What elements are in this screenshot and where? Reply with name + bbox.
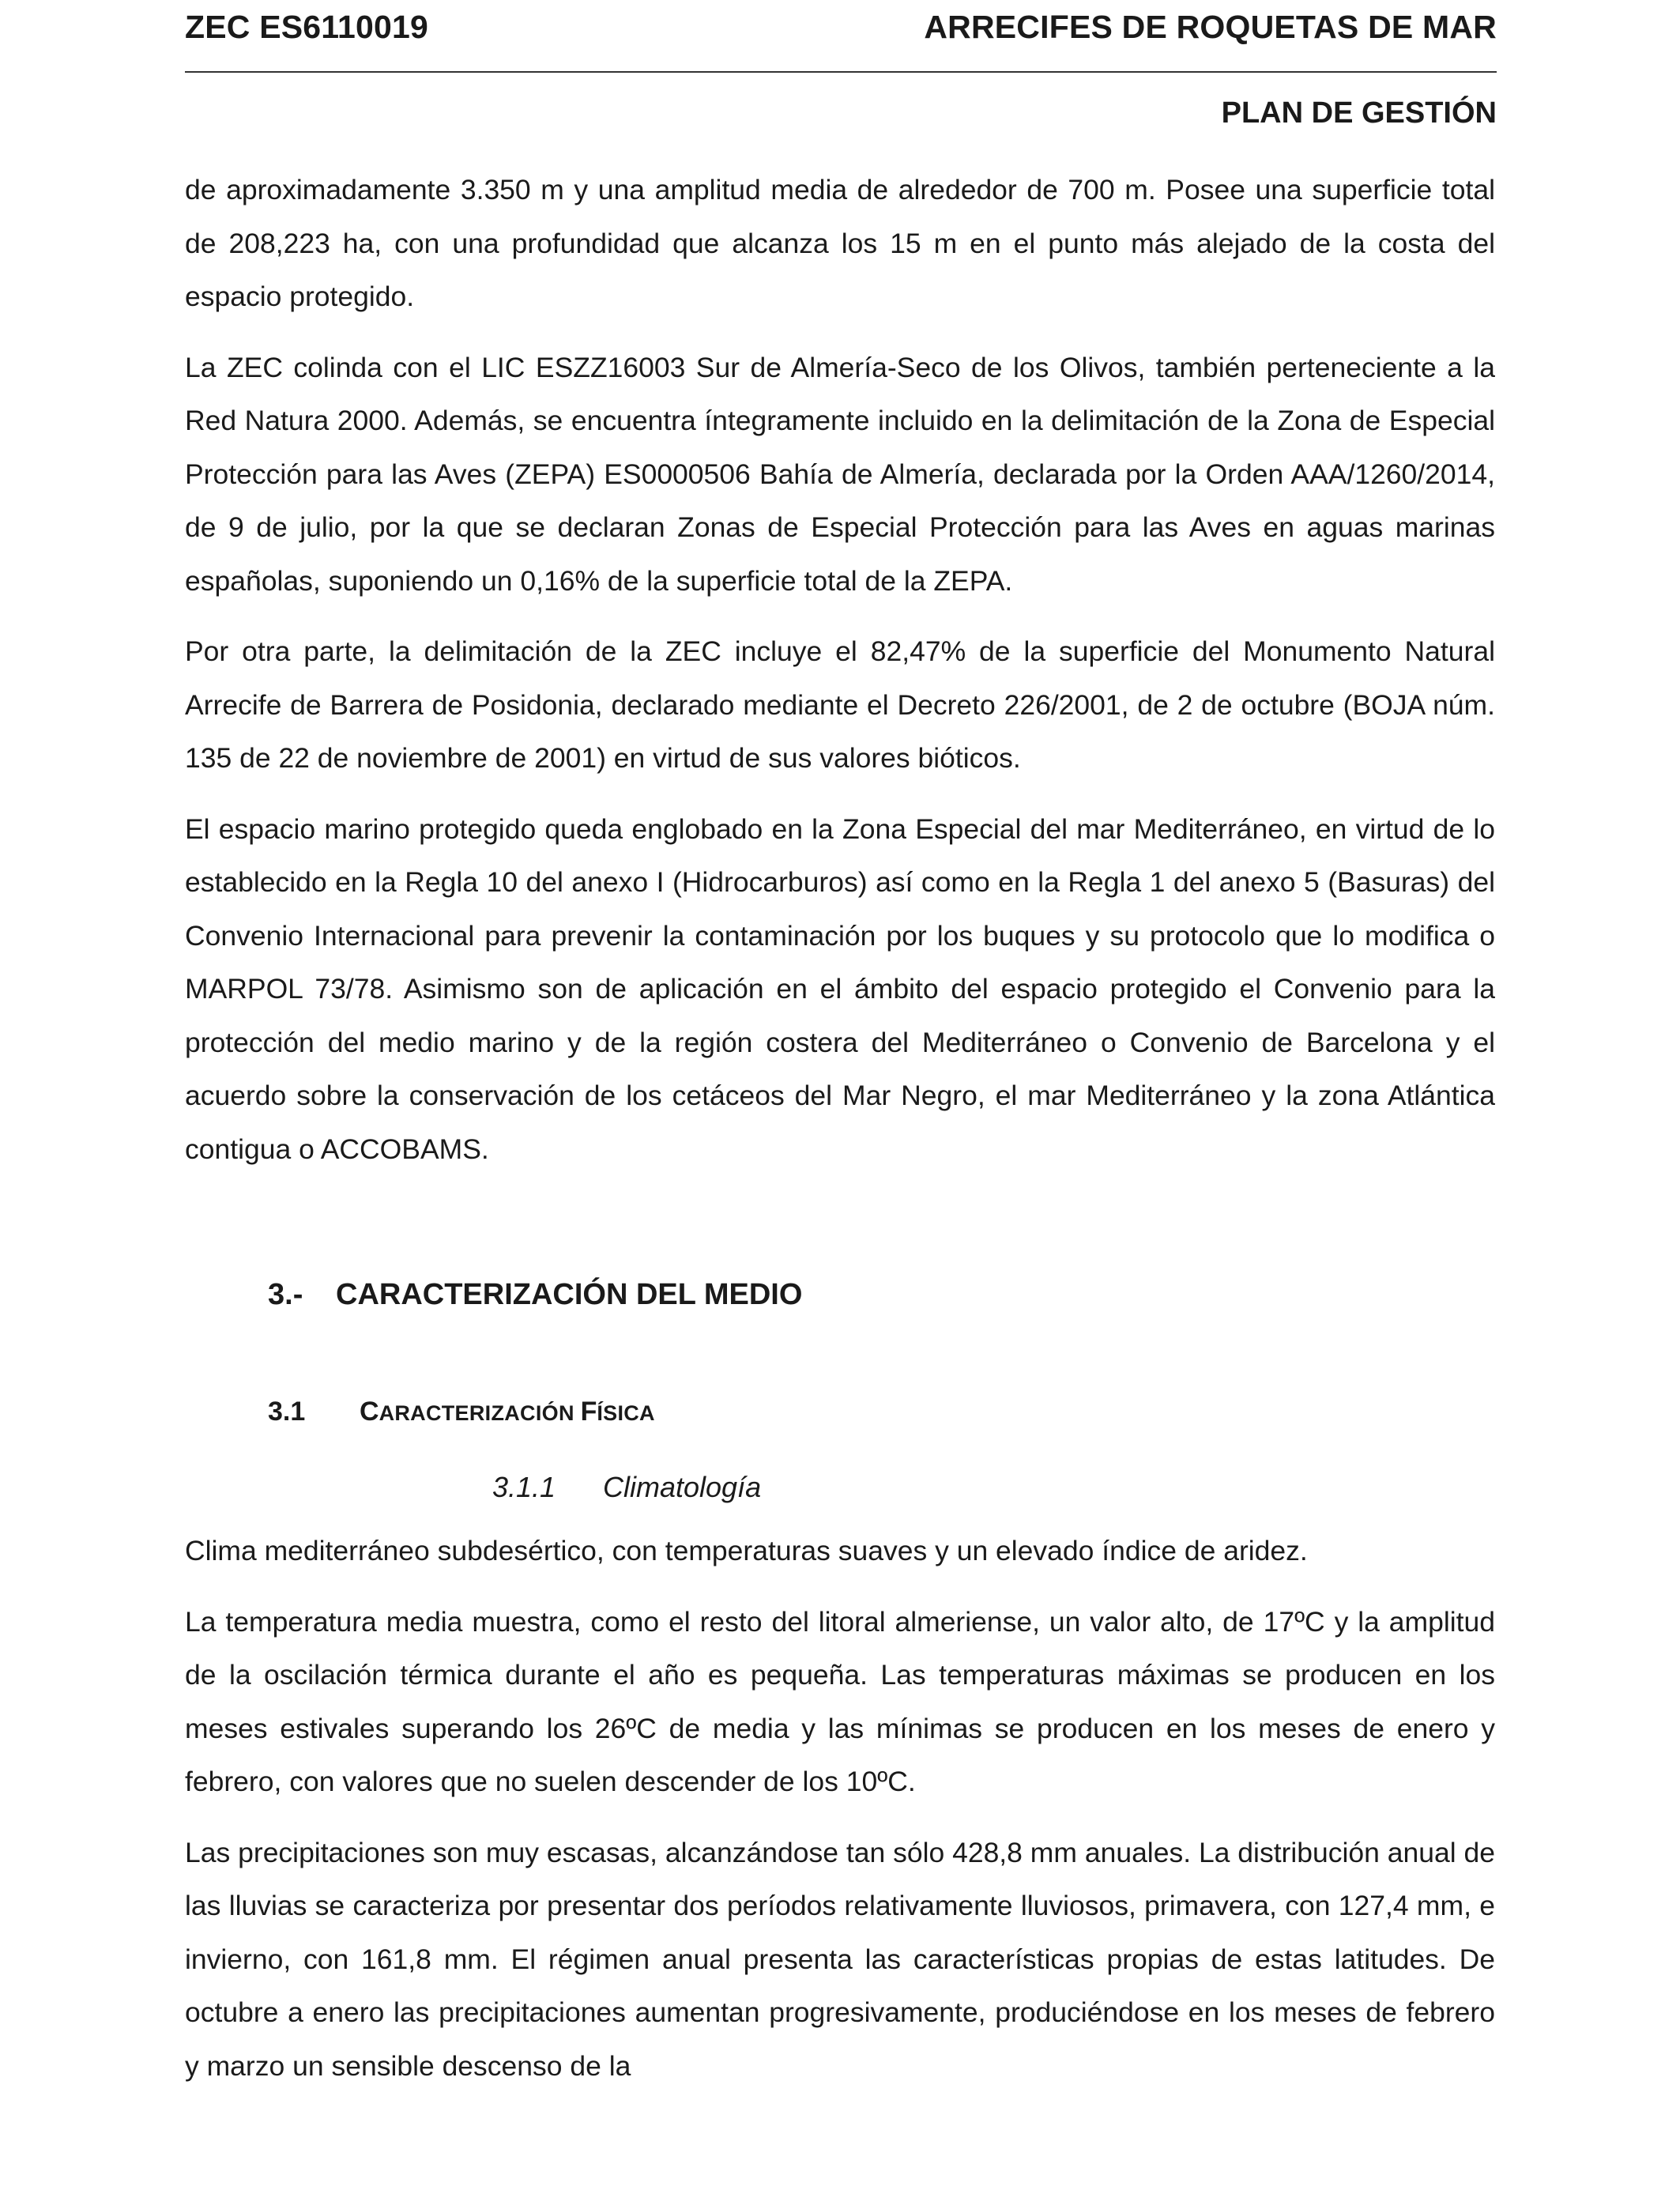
header-divider bbox=[185, 71, 1497, 73]
site-name: ARRECIFES DE ROQUETAS DE MAR bbox=[924, 9, 1497, 45]
section-title: CARACTERIZACIÓN DEL MEDIO bbox=[336, 1278, 803, 1311]
header-row bbox=[185, 5, 1497, 49]
title-smallcaps: ARACTERIZACIÓN bbox=[379, 1401, 581, 1425]
paragraph: Las precipitaciones son muy escasas, alcanzándose tan sólo 428,8 mm anuales. La distribución anual de las lluvias se caracteriza por presentar dos períodos relativamente lluviosos, primavera, con 127,4 mm, e invierno, con 161,8 mm. El régimen anual presenta las características propias de estas latitudes. De octubre a enero las precipitaciones aumentan progresivamente, produciéndose en los meses de febrero y marzo un sensible descenso de la bbox=[185, 1836, 1495, 2082]
paragraph: La temperatura media muestra, como el resto del litoral almeriense, un valor alto, de 17ºC y la amplitud de la oscilación térmica durante el año es pequeña. Las temperaturas máximas se producen en los meses estivales superando los 26ºC de media y las mínimas se producen en los meses de enero y febrero, con valores que no suelen descender de los 10ºC. bbox=[185, 1605, 1495, 1797]
page-header bbox=[185, 5, 1497, 130]
subsubsection-heading bbox=[492, 1468, 1495, 1507]
title-smallcaps: ÍSICA bbox=[597, 1401, 655, 1425]
section-heading bbox=[268, 1275, 1495, 1314]
title-initial: F bbox=[580, 1397, 597, 1427]
document-type: PLAN DE GESTIÓN bbox=[1221, 96, 1497, 130]
subsubsection-number: 3.1.1 bbox=[492, 1471, 556, 1503]
subsection-number: 3.1 bbox=[268, 1397, 306, 1427]
document-body bbox=[185, 164, 1495, 2110]
paragraph: La ZEC colinda con el LIC ESZZ16003 Sur de Almería-Seco de los Olivos, también perteneciente a la Red Natura 2000. Además, se encuentra íntegramente incluido en la delimitación de la Zona de Especial Protección para las Aves (ZEPA) ES0000506 Bahía de Almería, declarada por la Orden AAA/1260/2014, de 9 de julio, por la que se declaran Zonas de Especial Protección para las Aves en aguas marinas españolas, suponiendo un 0,16% de la superficie total de la ZEPA. bbox=[185, 351, 1495, 597]
paragraph: Por otra parte, la delimitación de la ZEC incluye el 82,47% de la superficie del Monumento Natural Arrecife de Barrera de Posidonia, declarado mediante el Decreto 226/2001, de 2 de octubre (BOJA núm. 135 de 22 de noviembre de 2001) en virtud de sus valores bióticos. bbox=[185, 635, 1495, 774]
subsubsection-title: Climatología bbox=[603, 1471, 762, 1503]
subsection-title bbox=[360, 1397, 655, 1427]
paragraph: Clima mediterráneo subdesértico, con temperaturas suaves y un elevado índice de aridez. bbox=[185, 1535, 1308, 1566]
subsection-heading bbox=[268, 1392, 1495, 1433]
site-code: ZEC ES6110019 bbox=[185, 9, 429, 45]
title-initial: C bbox=[360, 1397, 379, 1427]
paragraph: de aproximadamente 3.350 m y una amplitud media de alrededor de 700 m. Posee una superficie total de 208,223 ha, con una profundidad que alcanza los 15 m en el punto más alejado de la costa del espacio protegido. bbox=[185, 174, 1495, 312]
paragraph: El espacio marino protegido queda englobado en la Zona Especial del mar Mediterráneo, en virtud de lo establecido en la Regla 10 del anexo I (Hidrocarburos) así como en la Regla 1 del anexo 5 (Basuras) del Convenio Internacional para prevenir la contaminación por los buques y su protocolo que lo modifica o MARPOL 73/78. Asimismo son de aplicación en el ámbito del espacio protegido el Convenio para la protección del medio marino y de la región costera del Mediterráneo o Convenio de Barcelona y el acuerdo sobre la conservación de los cetáceos del Mar Negro, el mar Mediterráneo y la zona Atlántica contigua o ACCOBAMS. bbox=[185, 812, 1495, 1165]
section-number: 3.- bbox=[268, 1278, 303, 1311]
